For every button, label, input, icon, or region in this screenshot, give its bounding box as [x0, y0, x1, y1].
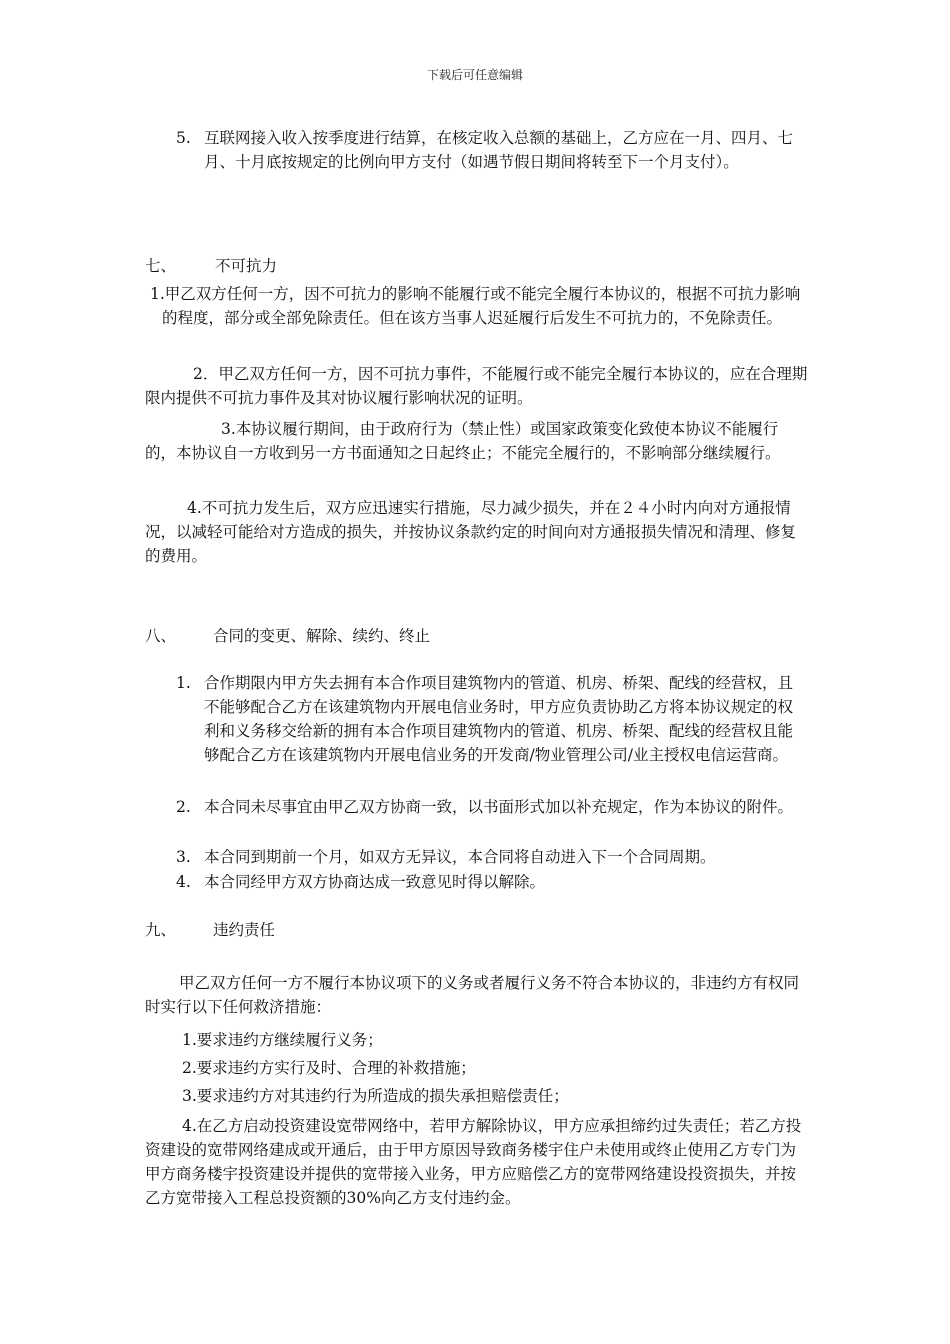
section-number: 八、: [145, 627, 177, 645]
section-title: 违约责任: [213, 921, 276, 939]
section-number: 九、: [145, 921, 177, 939]
section-heading-7: [145, 254, 278, 278]
item-number: 4.: [176, 873, 191, 891]
remedy-1: 1.要求违约方继续履行义务；: [182, 1031, 383, 1049]
contract-item-3: [176, 845, 808, 869]
item-text: 本合同到期前一个月，如双方无异议，本合同将自动进入下一个合同周期。: [204, 848, 716, 866]
force-majeure-para-1: 1.甲乙双方任何一方，因不可抗力的影响不能履行或不能完全履行本协议的，根据不可抗力影响的程度，部分或全部免除责任。但在该方当事人迟延履行后发生不可抗力的，不免除责任。: [150, 285, 801, 327]
remedy-4: 4.在乙方启动投资建设宽带网络中，若甲方解除协议，甲方应承担缔约过失责任；若乙方投资建设的宽带网络建成或开通后，由于甲方原因导致商务楼宇住户未使用或终止使用乙方专门为甲方商务楼宇投资建设并提供的宽带接入业务，甲方应赔偿乙方的宽带网络建设投资损失，并按乙方宽带接入工程总投资额的30%向乙方支付违约金。: [145, 1117, 802, 1207]
force-majeure-para-3: 3.本协议履行期间，由于政府行为（禁止性）或国家政策变化致使本协议不能履行的，本协议自一方收到另一方书面通知之日起终止；不能完全履行的，不影响部分继续履行。: [145, 420, 781, 462]
item-text: 合作期限内甲方失去拥有本合作项目建筑物内的管道、机房、桥架、配线的经营权，且不能够配合乙方在该建筑物内开展电信业务时，甲方应负责协助乙方将本协议规定的权利和义务移交给新的拥有本合作项目建筑物内的管道、机房、桥架、配线的经营权且能够配合乙方在该建筑物内开展电信业务的开发商/物业管理公司/业主授权电信运营商。: [204, 674, 794, 764]
remedy-2: 2.要求违约方实行及时、合理的补救措施；: [182, 1059, 476, 1077]
force-majeure-para-4: 4.不可抗力发生后，双方应迅速实行措施，尽力减少损失，并在２４小时内向对方通报情况，以减轻可能给对方造成的损失，并按协议条款约定的时间向对方通报损失情况和清理、修复的费用。: [145, 499, 797, 565]
item-number: 1.: [176, 674, 191, 692]
payment-item-5: [176, 126, 808, 198]
item-text: 本合同经甲方双方协商达成一致意见时得以解除。: [204, 873, 546, 891]
contract-item-2: [176, 795, 808, 843]
item-number: 5.: [176, 129, 191, 147]
section-title: 合同的变更、解除、续约、终止: [213, 627, 431, 645]
contract-item-4: [176, 870, 808, 894]
item-text: 本合同未尽事宜由甲乙双方协商一致，以书面形式加以补充规定，作为本协议的附件。: [204, 798, 794, 816]
page-header: 下载后可任意编辑: [426, 68, 523, 82]
section-title: 不可抗力: [215, 257, 278, 275]
section-heading-8: [145, 624, 431, 648]
item-number: 3.: [176, 848, 191, 866]
remedy-3: 3.要求违约方对其违约行为所造成的损失承担赔偿责任；: [182, 1087, 569, 1105]
item-text: 互联网接入收入按季度进行结算，在核定收入总额的基础上，乙方应在一月、四月、七月、十月底按规定的比例向甲方支付（如遇节假日期间将转至下一个月支付）。: [204, 129, 794, 171]
force-majeure-para-2: 2．甲乙双方任何一方，因不可抗力事件，不能履行或不能完全履行本协议的，应在合理期限内提供不可抗力事件及其对协议履行影响状况的证明。: [145, 365, 808, 407]
contract-item-1: [176, 671, 808, 791]
item-number: 2.: [176, 798, 191, 816]
section-number: 七、: [145, 257, 177, 275]
section-heading-9: [145, 918, 276, 942]
breach-intro: 甲乙双方任何一方不履行本协议项下的义务或者履行义务不符合本协议的，非违约方有权同时实行以下任何救济措施：: [145, 974, 800, 1016]
